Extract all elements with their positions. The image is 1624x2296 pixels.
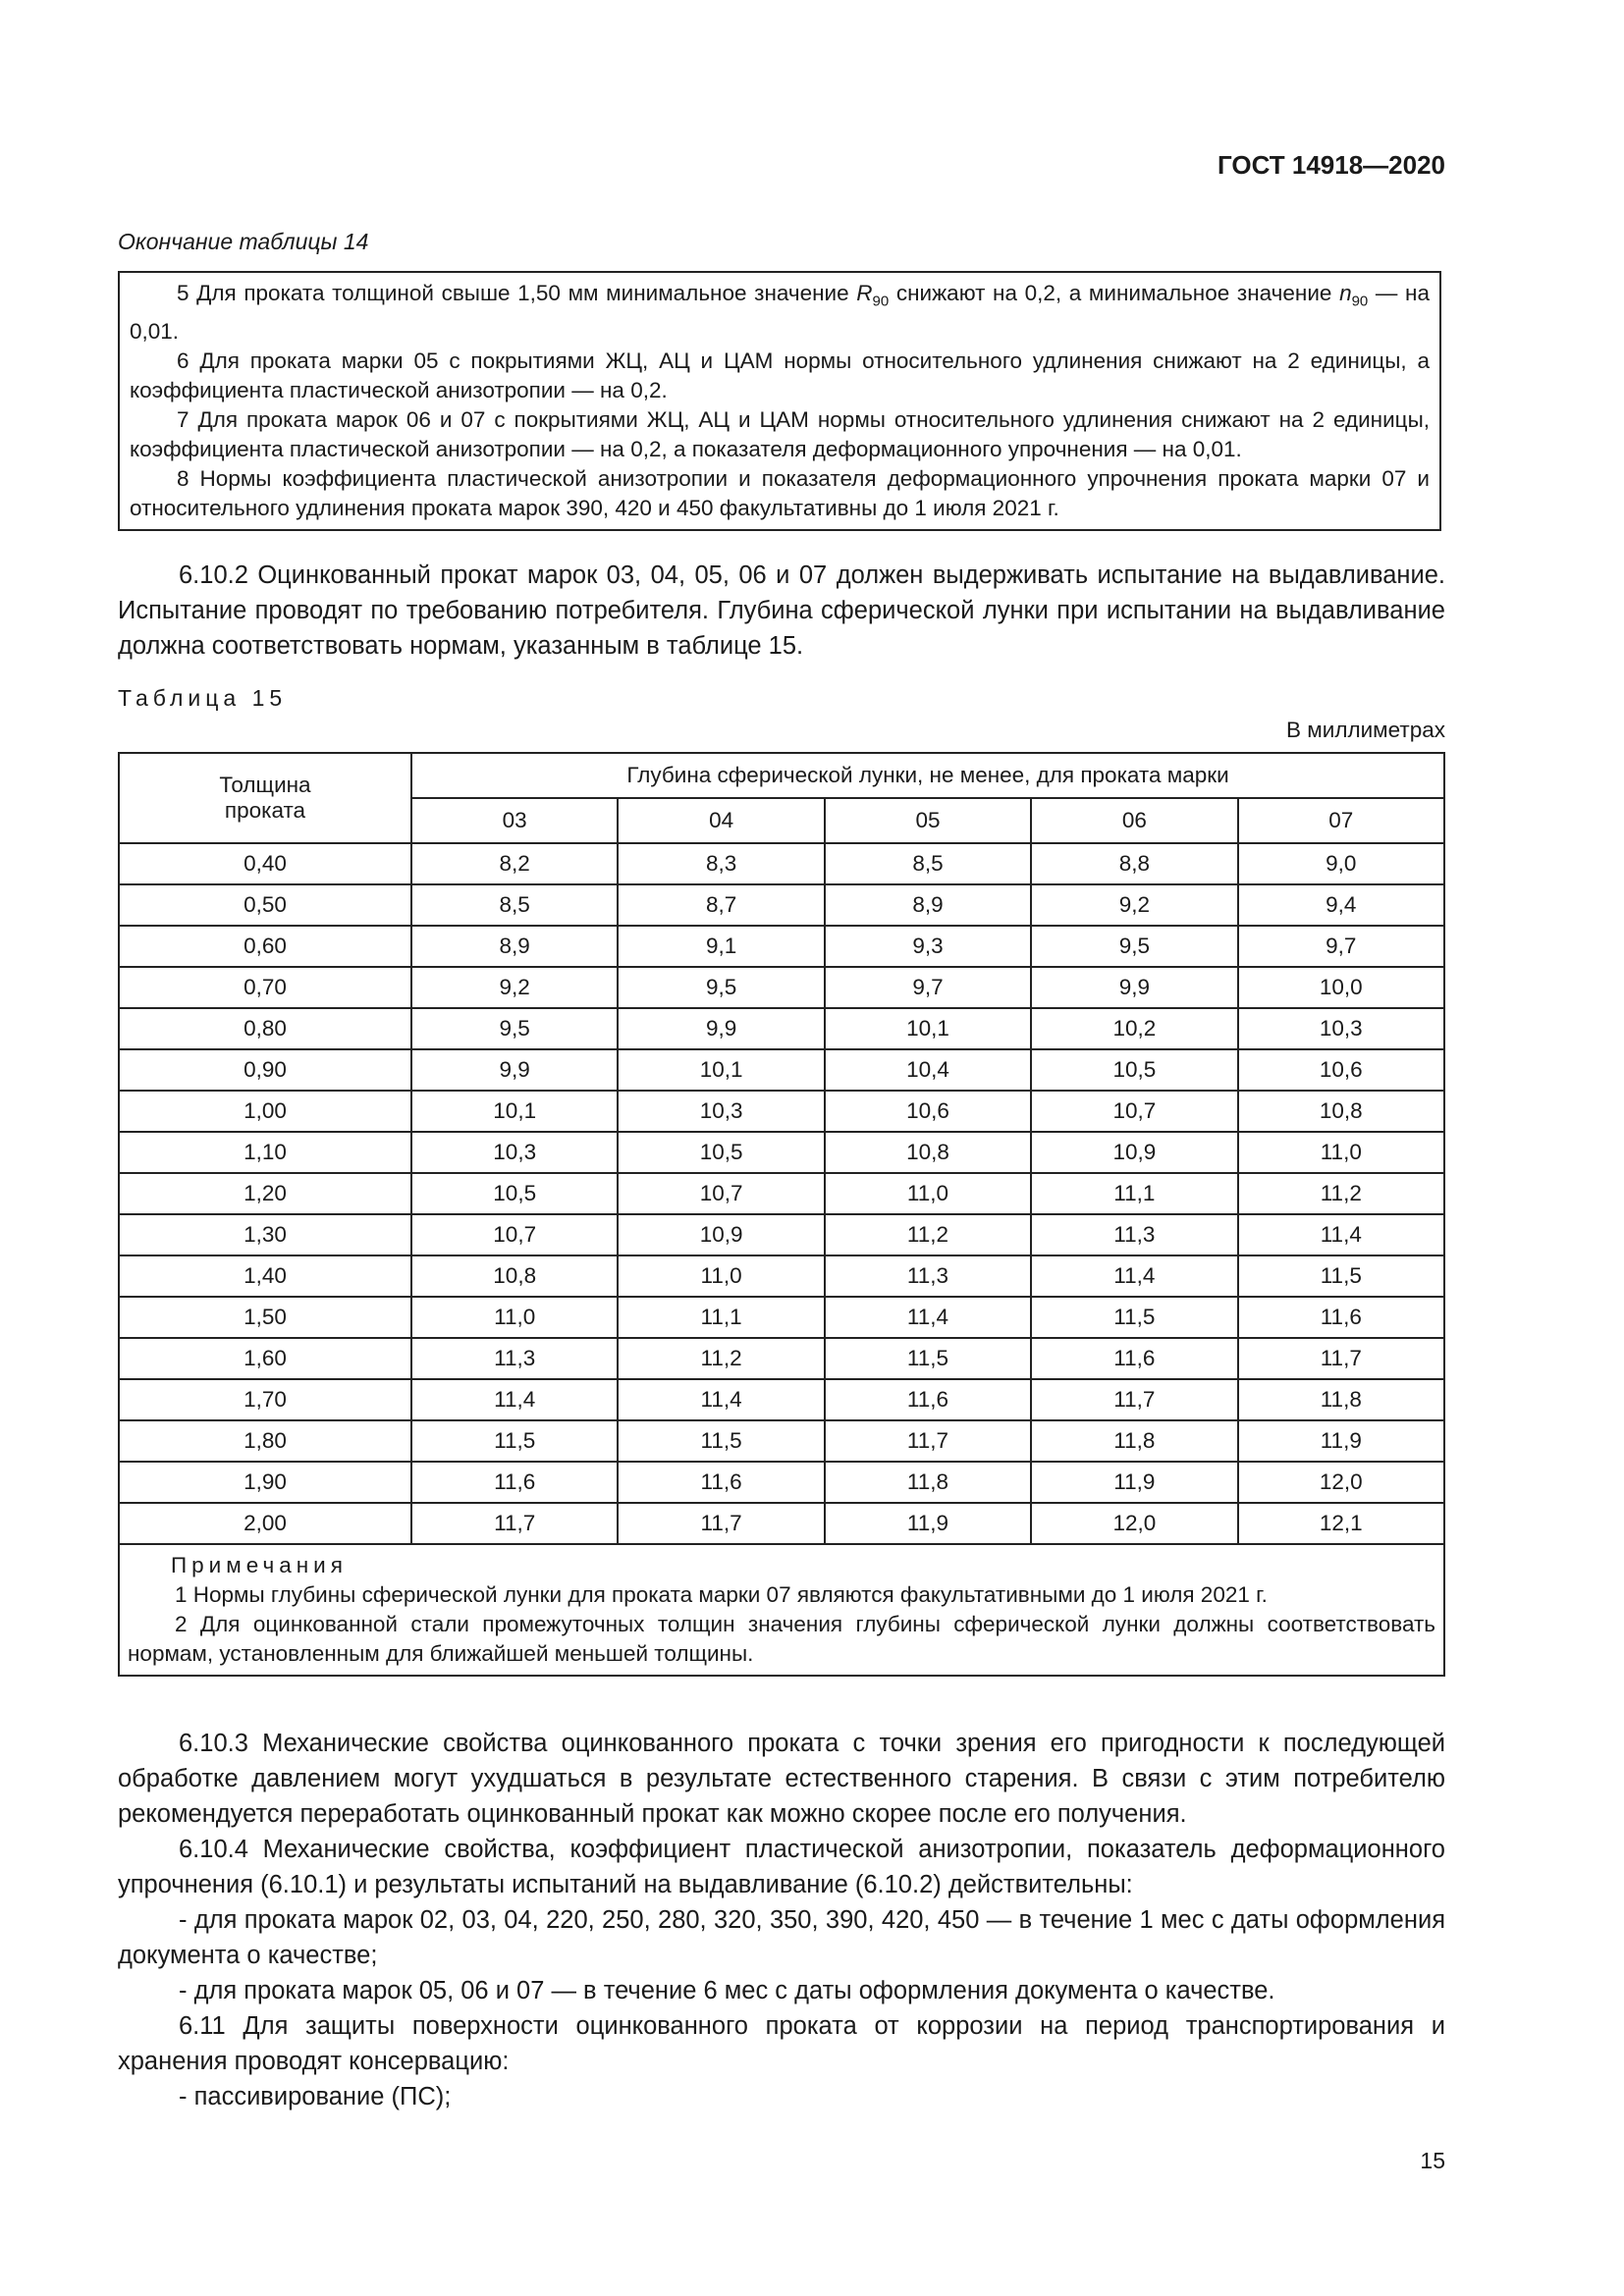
depth-cell: 11,7 xyxy=(1031,1379,1237,1420)
depth-cell: 11,9 xyxy=(825,1503,1031,1544)
notes-title: Примечания xyxy=(171,1553,348,1577)
depth-cell: 10,2 xyxy=(1031,1008,1237,1049)
depth-cell: 9,5 xyxy=(1031,926,1237,967)
table-row xyxy=(119,1173,1444,1214)
table-row xyxy=(119,926,1444,967)
depth-cell: 11,8 xyxy=(1031,1420,1237,1462)
depth-cell: 10,1 xyxy=(618,1049,824,1091)
depth-cell: 11,7 xyxy=(1238,1338,1444,1379)
depth-cell: 10,7 xyxy=(618,1173,824,1214)
depth-cell: 11,0 xyxy=(618,1255,824,1297)
table-row xyxy=(119,1297,1444,1338)
table14-note-5: 5 Для проката толщиной свыше 1,50 мм минимальное значение $R_{90}$ снижают на 0,2, а минимальное значение $n_{90}$ — на 0,01. xyxy=(130,281,1430,344)
depth-cell: 11,0 xyxy=(411,1297,618,1338)
depth-cell: 10,5 xyxy=(1031,1049,1237,1091)
table14-note-7: 7 Для проката марок 06 и 07 с покрытиями ЖЦ, АЦ и ЦАМ нормы относительного удлинения снижают на 2 единицы, коэффициента пластической анизотропии — на 0,2, а показателя деформационного упрочнения — на 0,01. xyxy=(130,406,1430,461)
thickness-cell: 0,80 xyxy=(119,1008,411,1049)
list-item-3: - пассивирование (ПС); xyxy=(179,2083,452,2110)
thickness-cell: 1,70 xyxy=(119,1379,411,1420)
depth-cell: 12,0 xyxy=(1238,1462,1444,1503)
depth-cell: 11,4 xyxy=(825,1297,1031,1338)
depth-cell: 11,2 xyxy=(1238,1173,1444,1214)
list-item-2: - для проката марок 05, 06 и 07 — в течение 6 мес с даты оформления документа о качестве. xyxy=(179,1977,1275,2004)
depth-cell: 8,5 xyxy=(411,884,618,926)
depth-cell: 9,4 xyxy=(1238,884,1444,926)
depth-cell: 11,8 xyxy=(825,1462,1031,1503)
depth-cell: 9,7 xyxy=(825,967,1031,1008)
list-item-1: - для проката марок 02, 03, 04, 220, 250, 280, 320, 350, 390, 420, 450 — в течение 1 мес с даты оформления документа о качестве; xyxy=(118,1906,1445,1969)
paragraph-6-10-3: 6.10.3 Механические свойства оцинкованного проката с точки зрения его пригодности к последующей обработке давлением могут ухудшаться в результате естественного старения. В связи с этим потребителю рекомендуется переработать оцинкованный прокат как можно скорее после его получения. xyxy=(118,1730,1445,1828)
page-number: 15 xyxy=(1420,2148,1445,2173)
table15-notes xyxy=(119,1544,1444,1676)
depth-cell: 8,9 xyxy=(411,926,618,967)
depth-cell: 11,7 xyxy=(618,1503,824,1544)
depth-cell: 11,5 xyxy=(1031,1297,1237,1338)
thickness-cell: 0,70 xyxy=(119,967,411,1008)
depth-cell: 9,9 xyxy=(411,1049,618,1091)
depth-cell: 10,8 xyxy=(1238,1091,1444,1132)
table-row xyxy=(119,1132,1444,1173)
grade-header-03: 03 xyxy=(411,798,618,843)
table-row xyxy=(119,843,1444,884)
thickness-cell: 0,40 xyxy=(119,843,411,884)
table15-note-1: 1 Нормы глубины сферической лунки для проката марки 07 являются факультативными до 1 июля 2021 г. xyxy=(175,1582,1268,1607)
thickness-cell: 2,00 xyxy=(119,1503,411,1544)
depth-cell: 10,5 xyxy=(411,1173,618,1214)
depth-cell: 11,8 xyxy=(1238,1379,1444,1420)
depth-cell: 9,9 xyxy=(1031,967,1237,1008)
thickness-cell: 1,80 xyxy=(119,1420,411,1462)
depth-cell: 11,6 xyxy=(618,1462,824,1503)
paragraph-6-11: 6.11 Для защиты поверхности оцинкованного проката от коррозии на период транспортирования и хранения проводят консервацию: xyxy=(118,2012,1445,2075)
depth-cell: 10,3 xyxy=(618,1091,824,1132)
depth-cell: 11,9 xyxy=(1238,1420,1444,1462)
depth-cell: 10,9 xyxy=(1031,1132,1237,1173)
body-text-lower xyxy=(118,1726,1445,2114)
table-row xyxy=(119,1049,1444,1091)
table-row xyxy=(119,1379,1444,1420)
thickness-cell: 1,50 xyxy=(119,1297,411,1338)
table-row xyxy=(119,1091,1444,1132)
thickness-cell: 0,90 xyxy=(119,1049,411,1091)
depth-cell: 11,9 xyxy=(1031,1462,1237,1503)
table15-body xyxy=(119,843,1444,1544)
depth-cell: 10,3 xyxy=(411,1132,618,1173)
depth-cell: 11,4 xyxy=(411,1379,618,1420)
depth-cell: 11,1 xyxy=(1031,1173,1237,1214)
table14-notes-box xyxy=(118,271,1441,531)
table-row xyxy=(119,1214,1444,1255)
grade-header-07: 07 xyxy=(1238,798,1444,843)
thickness-cell: 1,90 xyxy=(119,1462,411,1503)
thickness-cell: 1,20 xyxy=(119,1173,411,1214)
table-row xyxy=(119,1008,1444,1049)
depth-cell: 8,5 xyxy=(825,843,1031,884)
depth-cell: 10,6 xyxy=(825,1091,1031,1132)
depth-cell: 8,8 xyxy=(1031,843,1237,884)
depth-cell: 11,5 xyxy=(411,1420,618,1462)
depth-cell: 10,6 xyxy=(1238,1049,1444,1091)
depth-cell: 9,5 xyxy=(618,967,824,1008)
depth-cell: 11,2 xyxy=(618,1338,824,1379)
depth-cell: 11,4 xyxy=(1031,1255,1237,1297)
depth-cell: 9,7 xyxy=(1238,926,1444,967)
depth-cell: 10,9 xyxy=(618,1214,824,1255)
table-row xyxy=(119,967,1444,1008)
depth-cell: 11,5 xyxy=(825,1338,1031,1379)
depth-cell: 12,0 xyxy=(1031,1503,1237,1544)
grade-header-05: 05 xyxy=(825,798,1031,843)
depth-cell: 10,1 xyxy=(825,1008,1031,1049)
depth-cell: 11,7 xyxy=(825,1420,1031,1462)
depth-cell: 11,5 xyxy=(618,1420,824,1462)
depth-cell: 11,4 xyxy=(618,1379,824,1420)
depth-cell: 11,3 xyxy=(1031,1214,1237,1255)
depth-cell: 10,0 xyxy=(1238,967,1444,1008)
table-row xyxy=(119,1503,1444,1544)
table-row xyxy=(119,1420,1444,1462)
depth-cell: 10,3 xyxy=(1238,1008,1444,1049)
depth-cell: 8,3 xyxy=(618,843,824,884)
depth-cell: 11,3 xyxy=(825,1255,1031,1297)
table14-note-8: 8 Нормы коэффициента пластической анизотропии и показателя деформационного упрочнения проката марки 07 и относительного удлинения проката марок 390, 420 и 450 факультативны до 1 июля 2021 г. xyxy=(130,465,1430,520)
table15-units: В миллиметрах xyxy=(1286,718,1445,742)
paragraph-6-10-2: 6.10.2 Оцинкованный прокат марок 03, 04, 05, 06 и 07 должен выдерживать испытание на выдавливание. Испытание проводят по требованию потребителя. Глубина сферической лунки при испытании на выдавливание должна соответствовать нормам, указанным в таблице 15. xyxy=(118,561,1445,660)
col-header-thickness: Толщина проката xyxy=(119,753,411,843)
depth-cell: 10,7 xyxy=(1031,1091,1237,1132)
depth-cell: 9,1 xyxy=(618,926,824,967)
depth-cell: 9,2 xyxy=(411,967,618,1008)
depth-cell: 11,5 xyxy=(1238,1255,1444,1297)
depth-cell: 10,8 xyxy=(411,1255,618,1297)
table-continuation-label: Окончание таблицы 14 xyxy=(118,229,369,254)
thickness-cell: 1,10 xyxy=(119,1132,411,1173)
table-row xyxy=(119,1462,1444,1503)
table15-note-2: 2 Для оцинкованной стали промежуточных толщин значения глубины сферической лунки должны соответствовать нормам, установленным для ближайшей меньшей толщины. xyxy=(128,1612,1435,1666)
thickness-cell: 0,60 xyxy=(119,926,411,967)
document-code: ГОСТ 14918—2020 xyxy=(1218,150,1445,180)
depth-cell: 11,2 xyxy=(825,1214,1031,1255)
depth-cell: 9,2 xyxy=(1031,884,1237,926)
thickness-cell: 1,40 xyxy=(119,1255,411,1297)
depth-cell: 11,3 xyxy=(411,1338,618,1379)
depth-cell: 10,4 xyxy=(825,1049,1031,1091)
grade-header-04: 04 xyxy=(618,798,824,843)
depth-cell: 11,0 xyxy=(1238,1132,1444,1173)
thickness-cell: 1,60 xyxy=(119,1338,411,1379)
depth-cell: 11,6 xyxy=(825,1379,1031,1420)
depth-cell: 12,1 xyxy=(1238,1503,1444,1544)
depth-cell: 11,6 xyxy=(411,1462,618,1503)
depth-cell: 10,7 xyxy=(411,1214,618,1255)
depth-cell: 9,0 xyxy=(1238,843,1444,884)
document-page xyxy=(118,0,1445,2296)
thickness-cell: 0,50 xyxy=(119,884,411,926)
table14-note-6: 6 Для проката марки 05 с покрытиями ЖЦ, АЦ и ЦАМ нормы относительного удлинения снижают на 2 единицы, а коэффициента пластической анизотропии — на 0,2. xyxy=(130,347,1430,402)
table-row xyxy=(119,1338,1444,1379)
depth-cell: 11,6 xyxy=(1238,1297,1444,1338)
col-header-group: Глубина сферической лунки, не менее, для проката марки xyxy=(411,753,1444,798)
paragraph-6-10-4: 6.10.4 Механические свойства, коэффициент пластической анизотропии, показатель деформационного упрочнения (6.10.1) и результаты испытаний на выдавливание (6.10.2) действительны: xyxy=(118,1836,1445,1898)
depth-cell: 11,6 xyxy=(1031,1338,1237,1379)
depth-cell: 9,9 xyxy=(618,1008,824,1049)
depth-cell: 8,9 xyxy=(825,884,1031,926)
depth-cell: 8,2 xyxy=(411,843,618,884)
depth-cell: 9,3 xyxy=(825,926,1031,967)
depth-cell: 11,0 xyxy=(825,1173,1031,1214)
table15-label: Таблица 15 xyxy=(118,685,288,711)
grade-header-06: 06 xyxy=(1031,798,1237,843)
thickness-cell: 1,30 xyxy=(119,1214,411,1255)
table15 xyxy=(118,752,1445,1677)
depth-cell: 10,8 xyxy=(825,1132,1031,1173)
table-row xyxy=(119,1255,1444,1297)
depth-cell: 11,1 xyxy=(618,1297,824,1338)
depth-cell: 10,1 xyxy=(411,1091,618,1132)
depth-cell: 11,7 xyxy=(411,1503,618,1544)
thickness-cell: 1,00 xyxy=(119,1091,411,1132)
depth-cell: 10,5 xyxy=(618,1132,824,1173)
depth-cell: 8,7 xyxy=(618,884,824,926)
depth-cell: 9,5 xyxy=(411,1008,618,1049)
table-row xyxy=(119,884,1444,926)
depth-cell: 11,4 xyxy=(1238,1214,1444,1255)
